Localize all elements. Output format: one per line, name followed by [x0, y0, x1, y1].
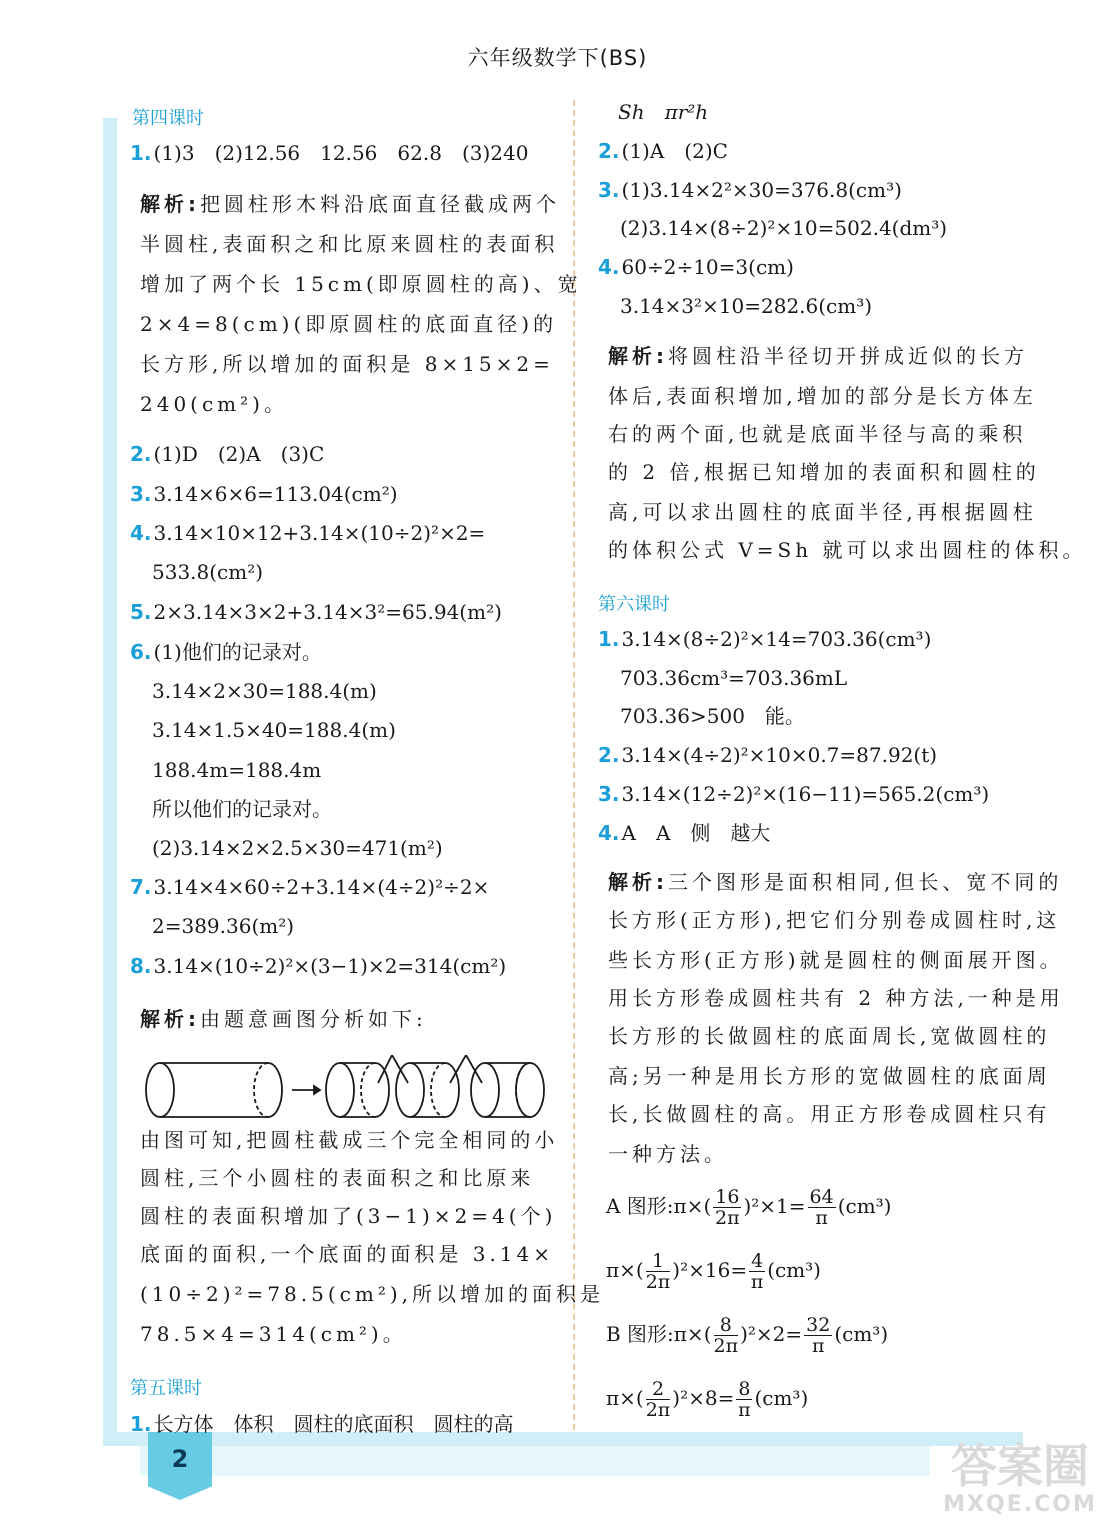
analysis-line: 增加了两个长 15cm(即原圆柱的高)、宽	[140, 272, 582, 296]
answer-4-cont: 533.8(cm²)	[152, 560, 264, 584]
answer-8	[130, 952, 506, 980]
analysis-line: 的 2 倍,根据已知增加的表面积和圆柱的	[608, 460, 1040, 484]
lesson5-answer-1	[130, 1410, 514, 1438]
page-frame-left	[103, 118, 117, 1438]
question-number: 1.	[130, 1412, 152, 1436]
answer-2	[130, 440, 324, 468]
formula-text: π×(	[606, 1258, 644, 1282]
question-number: 2.	[598, 743, 620, 767]
analysis-line: 240(cm²)。	[140, 392, 288, 416]
analysis-line: 高;另一种是用长方形的宽做圆柱的底面周	[608, 1064, 1051, 1088]
lesson6-answer-1	[598, 625, 931, 653]
formula-text: B 图形:π×(	[606, 1322, 712, 1346]
analysis-text: 将圆柱沿半径切开拼成近似的长方	[668, 344, 1028, 368]
analysis-text: 把圆柱形木料沿底面直径截成两个	[200, 192, 560, 216]
answer-3	[598, 176, 902, 204]
analysis-line	[140, 190, 560, 218]
formula-b1	[606, 1312, 888, 1356]
answer-text: 3.14×6×6=113.04(cm²)	[153, 482, 398, 506]
answer-text: 60÷2÷10=3(cm)	[621, 255, 794, 279]
fraction	[714, 1315, 739, 1356]
numerator: 4	[751, 1250, 764, 1272]
page-header: 六年级数学下(BS)	[467, 46, 648, 70]
numerator: 16	[715, 1186, 740, 1208]
answer-7-cont: 2=389.36(m²)	[152, 914, 295, 938]
numerator: 2	[646, 1379, 671, 1400]
question-number: 4.	[598, 821, 620, 845]
answer-text: 3.14×4×60÷2+3.14×(4÷2)²÷2×	[153, 875, 490, 899]
question-number: 3.	[130, 482, 152, 506]
analysis-line: 长,长做圆柱的高。用正方形卷成圆柱只有	[608, 1102, 1051, 1126]
answer-text: 3.14×(12÷2)²×(16−11)=565.2(cm³)	[621, 782, 990, 806]
denominator: 2π	[713, 1335, 739, 1357]
page-number: 2	[171, 1445, 189, 1473]
answer-text: 2×3.14×3×2+3.14×3²=65.94(m²)	[153, 600, 502, 624]
answer-7	[130, 873, 489, 901]
answer-3	[130, 480, 398, 508]
formula-text: )²×16=	[672, 1258, 748, 1282]
formula-text: (cm³)	[834, 1322, 889, 1346]
question-number: 4.	[598, 255, 620, 279]
question-number: 2.	[598, 139, 620, 163]
question-number: 8.	[130, 954, 152, 978]
lesson6-answer-1-line: 703.36cm³=703.36mL	[620, 666, 848, 690]
question-number: 5.	[130, 600, 152, 624]
answer-text: (1)D (2)A (3)C	[153, 442, 325, 466]
question-number: 1.	[130, 141, 152, 165]
numerator: 1	[646, 1251, 671, 1272]
formula-text: )²×8=	[672, 1386, 735, 1410]
cylinder-cut-diagram	[140, 1055, 560, 1125]
column-divider	[573, 100, 575, 1430]
question-number: 7.	[130, 875, 152, 899]
analysis-text: 三个图形是面积相同,但长、宽不同的	[668, 870, 1063, 894]
formula-b2	[606, 1376, 808, 1420]
fraction	[646, 1251, 671, 1292]
answer-text: 3.14×(4÷2)²×10×0.7=87.92(t)	[621, 743, 938, 767]
answer-text: (1)3.14×2²×30=376.8(cm³)	[621, 178, 902, 202]
question-number: 1.	[598, 627, 620, 651]
analysis-line	[608, 342, 1028, 370]
answer-6-line: 3.14×2×30=188.4(m)	[152, 679, 377, 703]
answer-text: 3.14×10×12+3.14×(10÷2)²×2=	[153, 521, 486, 545]
formula-text: )²×2=	[740, 1322, 803, 1346]
answer-text: 3.14×(10÷2)²×(3−1)×2=314(cm²)	[153, 954, 507, 978]
answer-6-line: 3.14×1.5×40=188.4(m)	[152, 718, 396, 742]
denominator: π	[811, 1335, 825, 1357]
analysis-line: 圆柱的表面积增加了(3−1)×2=4(个)	[140, 1204, 557, 1228]
analysis-label: 解析:	[608, 344, 668, 368]
answer-1	[130, 139, 528, 167]
denominator: 2π	[645, 1399, 671, 1421]
formula-a2	[606, 1248, 821, 1292]
analysis-line: 右的两个面,也就是底面半径与高的乘积	[608, 422, 1027, 446]
fraction	[749, 1251, 765, 1292]
analysis-line: 底面的面积,一个底面的面积是 3.14×	[140, 1242, 555, 1266]
answer-4	[130, 519, 485, 547]
analysis-line	[140, 1005, 427, 1033]
analysis-line: 长方形,所以增加的面积是 8×15×2=	[140, 352, 554, 376]
answer-4-line: 3.14×3²×10=282.6(cm³)	[620, 294, 873, 318]
formula-a1	[606, 1184, 891, 1228]
analysis-line: 长方形(正方形),把它们分别卷成圆柱时,这	[608, 908, 1061, 932]
answer-2	[598, 137, 728, 165]
fraction	[646, 1379, 671, 1420]
watermark-url: MXQE.COM	[943, 1492, 1097, 1517]
analysis-line: 由图可知,把圆柱截成三个完全相同的小	[140, 1128, 559, 1152]
formula-text: (cm³)	[754, 1386, 809, 1410]
answer-text: 3.14×(8÷2)²×14=703.36(cm³)	[621, 627, 932, 651]
analysis-text: 由题意画图分析如下:	[200, 1007, 427, 1031]
analysis-line: 一种方法。	[608, 1142, 728, 1166]
numerator: 32	[806, 1314, 831, 1336]
formula-text: A 图形:π×(	[606, 1194, 712, 1218]
question-number: 4.	[130, 521, 152, 545]
analysis-line: 的体积公式 V=Sh 就可以求出圆柱的体积。	[608, 538, 1087, 562]
analysis-line: 用长方形卷成圆柱共有 2 种方法,一种是用	[608, 986, 1064, 1010]
analysis-line: 长方形的长做圆柱的底面周长,宽做圆柱的	[608, 1024, 1051, 1048]
watermark-logo: 答案圈	[951, 1439, 1089, 1493]
analysis-label: 解析:	[140, 1007, 200, 1031]
analysis-line	[608, 868, 1062, 896]
analysis-line: 体后,表面积增加,增加的部分是长方体左	[608, 384, 1037, 408]
section-title-lesson6: 第六课时	[598, 594, 670, 615]
answer-6	[130, 638, 322, 666]
analysis-line: 圆柱,三个小圆柱的表面积之和比原来	[140, 1166, 535, 1190]
page-frame-shadow	[140, 1446, 930, 1476]
fraction	[808, 1187, 836, 1228]
answer-text: (1)A (2)C	[621, 139, 728, 163]
denominator: π	[750, 1271, 764, 1293]
analysis-line: 78.5×4=314(cm²)。	[140, 1322, 407, 1346]
analysis-line: (10÷2)²=78.5(cm²),所以增加的面积是	[140, 1282, 604, 1306]
answer-text: (1)他们的记录对。	[153, 640, 322, 664]
answer-4	[598, 253, 794, 281]
lesson6-answer-3	[598, 780, 989, 808]
fraction	[736, 1379, 752, 1420]
analysis-label: 解析:	[608, 870, 668, 894]
fraction	[713, 1187, 741, 1228]
cylinder-left-face	[146, 1063, 174, 1117]
formula-text: π×(	[606, 1386, 644, 1410]
answer-text: (1)3 (2)12.56 12.56 62.8 (3)240	[153, 141, 529, 165]
answer-6-line: 所以他们的记录对。	[152, 797, 332, 821]
analysis-line: 高,可以求出圆柱的底面半径,再根据圆柱	[608, 500, 1037, 524]
answer-text: 长方体 体积 圆柱的底面积 圆柱的高	[153, 1412, 514, 1436]
question-number: 2.	[130, 442, 152, 466]
formula-text: (cm³)	[767, 1258, 821, 1282]
section-title-lesson4: 第四课时	[132, 108, 204, 129]
numerator: 64	[809, 1186, 834, 1208]
analysis-line: 2×4=8(cm)(即原圆柱的底面直径)的	[140, 312, 558, 336]
question-number: 3.	[598, 782, 620, 806]
denominator: π	[815, 1207, 828, 1229]
lesson6-answer-2	[598, 741, 937, 769]
arrow-right-icon	[314, 1086, 320, 1094]
denominator: 2π	[715, 1207, 740, 1229]
formula-text: (cm³)	[837, 1194, 892, 1218]
analysis-label: 解析:	[140, 192, 200, 216]
lesson6-answer-1-line: 703.36>500 能。	[620, 704, 805, 728]
site-watermark	[930, 1440, 1110, 1530]
answer-continued: Sh πr²h	[618, 100, 709, 124]
question-number: 6.	[130, 640, 152, 664]
numerator: 8	[714, 1315, 739, 1336]
answer-6-line: (2)3.14×2×2.5×30=471(m²)	[152, 836, 443, 860]
analysis-line: 些长方形(正方形)就是圆柱的侧面展开图。	[608, 948, 1064, 972]
answer-3-part2: (2)3.14×(8÷2)²×10=502.4(dm³)	[620, 216, 948, 240]
analysis-line: 半圆柱,表面积之和比原来圆柱的表面积	[140, 232, 559, 256]
section-title-lesson5: 第五课时	[130, 1378, 202, 1399]
answer-5	[130, 598, 502, 626]
formula-text: )²×1=	[743, 1194, 806, 1218]
denominator: 2π	[645, 1271, 671, 1293]
fraction	[804, 1315, 832, 1356]
denominator: π	[738, 1399, 751, 1421]
question-number: 3.	[598, 178, 620, 202]
answer-6-line: 188.4m=188.4m	[152, 758, 322, 782]
numerator: 8	[738, 1378, 751, 1400]
answer-text: A A 侧 越大	[621, 821, 771, 845]
lesson6-answer-4	[598, 819, 770, 847]
